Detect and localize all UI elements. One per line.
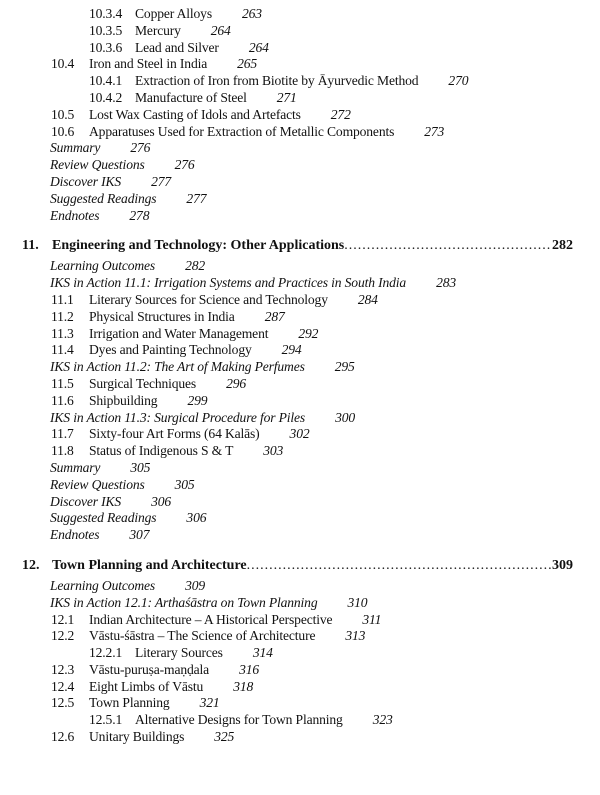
entry-number: 12.5 xyxy=(51,695,75,711)
entry-page: 295 xyxy=(334,359,355,375)
entry-title: Eight Limbs of Vāstu xyxy=(89,678,204,694)
entry-page: 316 xyxy=(239,661,260,677)
entry-number: 11.2 xyxy=(51,308,74,324)
entry-title: Learning Outcomes xyxy=(50,577,156,593)
toc-entry[interactable] xyxy=(0,527,600,544)
toc-entry[interactable] xyxy=(0,275,600,292)
toc-entry[interactable] xyxy=(0,309,600,326)
entry-page: 310 xyxy=(347,594,368,610)
entry-number: 11.8 xyxy=(51,443,74,459)
entry-title: Endnotes xyxy=(50,527,100,543)
entry-page: 306 xyxy=(186,510,207,526)
entry-number: 11.6 xyxy=(51,392,74,408)
entry-page: 264 xyxy=(210,22,231,38)
toc-entry[interactable] xyxy=(0,612,600,629)
entry-number: 11.1 xyxy=(51,291,74,307)
toc-entry[interactable] xyxy=(0,376,600,393)
entry-title: Vāstu-śāstra – The Science of Architecture xyxy=(89,628,316,644)
entry-page: 305 xyxy=(130,459,151,475)
dot-leader xyxy=(247,556,552,576)
entry-number: 10.3.4 xyxy=(89,6,123,21)
entry-title: Indian Architecture – A Historical Perspective xyxy=(89,611,333,627)
entry-page: 265 xyxy=(237,56,258,72)
toc-entry[interactable] xyxy=(0,645,600,662)
entry-number: 11.3 xyxy=(51,325,74,341)
toc-entry[interactable] xyxy=(0,443,600,460)
toc-entry[interactable] xyxy=(0,191,600,208)
entry-title: IKS in Action 11.1: Irrigation Systems and Practices in South India xyxy=(50,275,407,291)
chapter-title: Town Planning and Architecture xyxy=(52,557,247,573)
entry-title: Discover IKS xyxy=(50,173,122,189)
toc-entry[interactable] xyxy=(0,208,600,225)
entry-title: Alternative Designs for Town Planning xyxy=(135,712,343,728)
toc-entry[interactable] xyxy=(0,56,600,73)
entry-number: 10.5 xyxy=(51,106,75,122)
table-of-contents xyxy=(0,6,600,746)
dot-leader xyxy=(344,236,552,256)
entry-page: 263 xyxy=(241,6,262,21)
entry-number: 10.4 xyxy=(51,56,75,72)
toc-entry[interactable] xyxy=(0,6,600,23)
toc-section xyxy=(0,556,600,746)
entry-title: Discover IKS xyxy=(50,493,122,509)
chapter-page: 309 xyxy=(552,557,573,573)
entry-page: 325 xyxy=(214,729,235,745)
toc-entry[interactable] xyxy=(0,23,600,40)
entry-page: 313 xyxy=(345,628,366,644)
entry-title: Unitary Buildings xyxy=(89,729,185,745)
entry-title: Apparatuses Used for Extraction of Metallic Components xyxy=(89,123,395,139)
entry-title: IKS in Action 12.1: Arthaśāstra on Town Planning xyxy=(50,594,318,610)
entry-title: Shipbuilding xyxy=(89,392,158,408)
toc-entry[interactable] xyxy=(0,695,600,712)
entry-page: 277 xyxy=(186,190,207,206)
toc-section xyxy=(0,236,600,544)
entry-page: 306 xyxy=(151,493,172,509)
toc-entry[interactable] xyxy=(0,410,600,427)
entry-page: 276 xyxy=(174,157,195,173)
entry-page: 270 xyxy=(448,73,469,89)
entry-title: Extraction of Iron from Biotite by Āyurvedic Method xyxy=(135,73,419,89)
entry-title: Learning Outcomes xyxy=(50,258,156,274)
entry-title: Physical Structures in India xyxy=(89,308,235,324)
toc-entry[interactable] xyxy=(0,292,600,309)
entry-title: Summary xyxy=(50,459,101,475)
entry-title: Literary Sources xyxy=(135,645,223,661)
chapter-page: 282 xyxy=(552,238,573,254)
entry-page: 273 xyxy=(424,123,445,139)
entry-number: 12.4 xyxy=(51,678,75,694)
entry-page: 305 xyxy=(174,476,195,492)
entry-number: 11.7 xyxy=(51,426,74,442)
entry-number: 10.4.2 xyxy=(89,89,123,105)
entry-page: 302 xyxy=(289,426,310,442)
entry-page: 282 xyxy=(185,258,206,274)
entry-title: Irrigation and Water Management xyxy=(89,325,269,341)
entry-number: 11.4 xyxy=(51,342,74,358)
toc-entry[interactable] xyxy=(0,426,600,443)
chapter-number: 11. xyxy=(22,238,39,254)
entry-title: Dyes and Painting Technology xyxy=(89,342,252,358)
entry-title: Sixty-four Art Forms (64 Kalās) xyxy=(89,426,260,442)
entry-page: 309 xyxy=(185,577,206,593)
toc-entry[interactable] xyxy=(0,595,600,612)
toc-entry[interactable] xyxy=(0,359,600,376)
toc-entry[interactable] xyxy=(0,662,600,679)
entry-title: Suggested Readings xyxy=(50,510,157,526)
chapter-number: 12. xyxy=(22,557,40,573)
entry-number: 11.5 xyxy=(51,375,74,391)
entry-page: 287 xyxy=(264,308,285,324)
toc-entry[interactable] xyxy=(0,510,600,527)
entry-page: 321 xyxy=(199,695,220,711)
entry-title: Iron and Steel in India xyxy=(89,56,208,72)
entry-page: 284 xyxy=(357,291,378,307)
entry-title: Copper Alloys xyxy=(135,6,212,21)
entry-number: 10.3.6 xyxy=(89,39,123,55)
entry-page: 318 xyxy=(233,678,254,694)
entry-page: 314 xyxy=(252,645,273,661)
entry-page: 307 xyxy=(129,527,150,543)
entry-page: 283 xyxy=(436,275,457,291)
entry-number: 12.2.1 xyxy=(89,645,123,661)
toc-entry[interactable] xyxy=(0,477,600,494)
entry-number: 10.3.5 xyxy=(89,22,123,38)
entry-title: Lead and Silver xyxy=(135,39,219,55)
entry-page: 300 xyxy=(335,409,356,425)
entry-page: 272 xyxy=(330,106,351,122)
toc-entry[interactable] xyxy=(0,157,600,174)
entry-number: 12.6 xyxy=(51,729,75,745)
entry-page: 278 xyxy=(129,207,150,223)
toc-entry[interactable] xyxy=(0,258,600,275)
entry-title: Literary Sources for Science and Technology xyxy=(89,291,328,307)
entry-title: Vāstu-puruṣa-maṇḍala xyxy=(89,661,210,677)
toc-entry[interactable] xyxy=(0,679,600,696)
entry-title: Manufacture of Steel xyxy=(135,89,247,105)
entry-page: 271 xyxy=(276,89,297,105)
entry-number: 12.3 xyxy=(51,661,75,677)
entry-title: IKS in Action 11.2: The Art of Making Perfumes xyxy=(50,359,305,375)
toc-entry[interactable] xyxy=(0,107,600,124)
entry-page: 294 xyxy=(281,342,302,358)
entry-title: Surgical Techniques xyxy=(89,375,197,391)
toc-section xyxy=(0,6,600,224)
toc-entry[interactable] xyxy=(0,578,600,595)
toc-entry[interactable] xyxy=(0,393,600,410)
toc-entry[interactable] xyxy=(0,90,600,107)
chapter-heading[interactable] xyxy=(0,556,600,576)
entry-number: 10.6 xyxy=(51,123,75,139)
entry-number: 12.1 xyxy=(51,611,75,627)
entry-page: 277 xyxy=(151,173,172,189)
entry-title: Review Questions xyxy=(50,476,145,492)
entry-number: 12.2 xyxy=(51,628,75,644)
entry-title: Town Planning xyxy=(89,695,170,711)
entry-page: 276 xyxy=(130,140,151,156)
entry-page: 303 xyxy=(263,443,284,459)
entry-page: 311 xyxy=(362,611,382,627)
entry-page: 292 xyxy=(298,325,319,341)
toc-entry[interactable] xyxy=(0,460,600,477)
toc-entry[interactable] xyxy=(0,628,600,645)
entry-title: Lost Wax Casting of Idols and Artefacts xyxy=(89,106,301,122)
entry-title: Mercury xyxy=(135,22,181,38)
toc-entry[interactable] xyxy=(0,140,600,157)
entry-page: 323 xyxy=(372,712,393,728)
entry-page: 296 xyxy=(226,375,247,391)
entry-title: Status of Indigenous S & T xyxy=(89,443,234,459)
entry-title: Endnotes xyxy=(50,207,100,223)
entry-title: Suggested Readings xyxy=(50,190,157,206)
entry-number: 10.4.1 xyxy=(89,73,123,89)
entry-page: 264 xyxy=(248,39,269,55)
toc-entry[interactable] xyxy=(0,494,600,511)
toc-entry[interactable] xyxy=(0,40,600,57)
toc-entry[interactable] xyxy=(0,712,600,729)
toc-entry[interactable] xyxy=(0,73,600,90)
chapter-title: Engineering and Technology: Other Applications xyxy=(52,238,345,254)
entry-title: IKS in Action 11.3: Surgical Procedure for Piles xyxy=(50,409,306,425)
toc-entry[interactable] xyxy=(0,174,600,191)
toc-entry[interactable] xyxy=(0,342,600,359)
toc-entry[interactable] xyxy=(0,326,600,343)
entry-page: 299 xyxy=(187,392,208,408)
toc-entry[interactable] xyxy=(0,729,600,746)
entry-title: Summary xyxy=(50,140,101,156)
entry-title: Review Questions xyxy=(50,157,145,173)
toc-entry[interactable] xyxy=(0,124,600,141)
entry-number: 12.5.1 xyxy=(89,712,123,728)
chapter-heading[interactable] xyxy=(0,236,600,256)
